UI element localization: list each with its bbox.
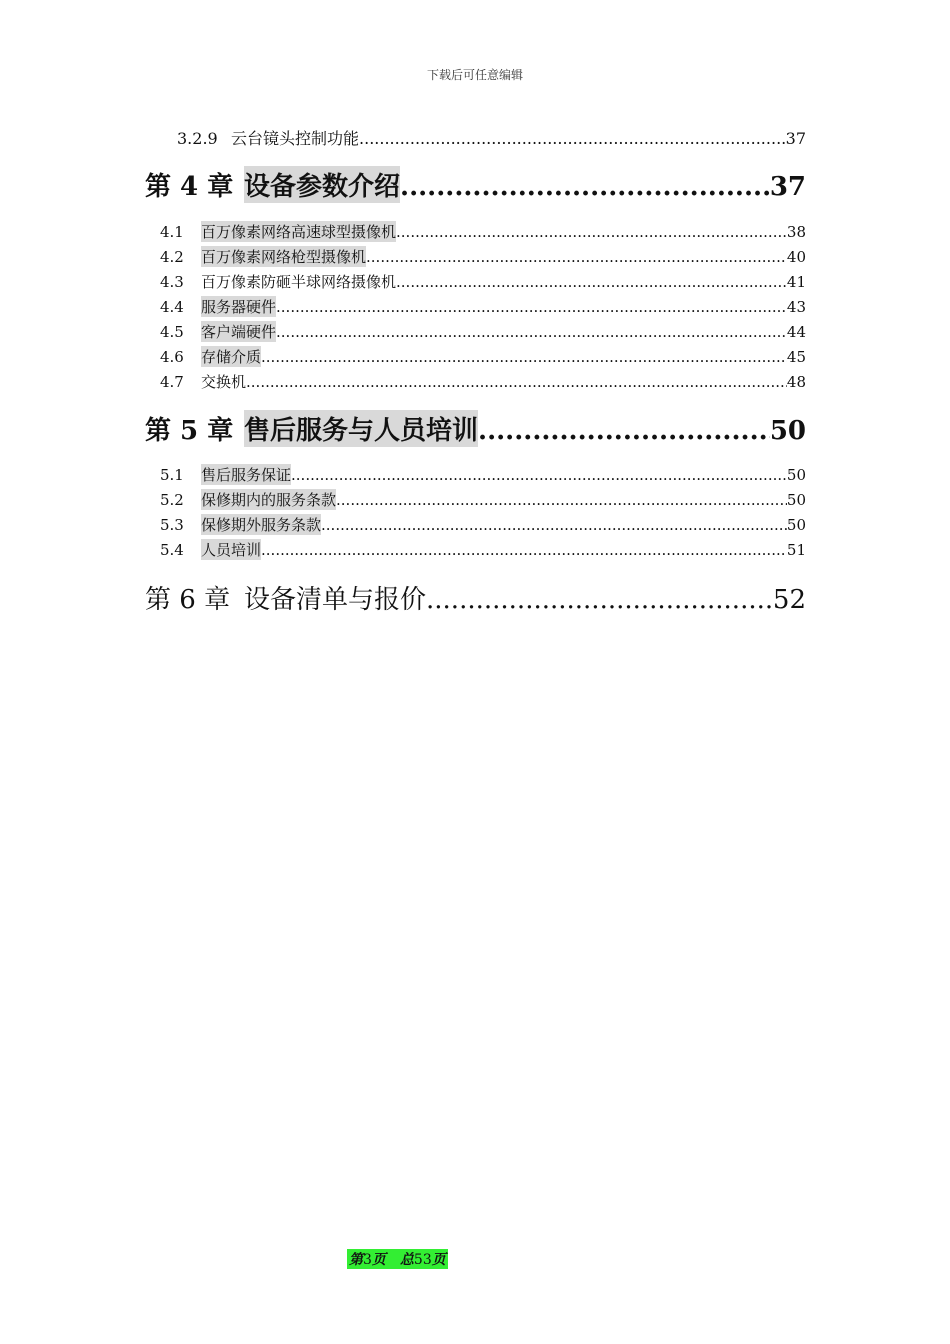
toc-dot-leader <box>359 129 786 148</box>
toc-entry-title: 存储介质 <box>201 348 262 366</box>
toc-chapter-page: 52 <box>772 585 806 615</box>
toc-chapter-title: 售后服务与人员培训 <box>244 410 478 447</box>
toc-entry-4-7[interactable] <box>145 371 806 392</box>
toc-dot-leader <box>426 585 773 615</box>
toc-chapter-number: 第 4 章 <box>145 172 234 202</box>
toc-entry-number: 5.2 <box>160 491 184 509</box>
toc-entry-number: 4.2 <box>160 248 184 266</box>
toc-chapter-5[interactable] <box>145 410 806 447</box>
toc-chapter-page: 50 <box>769 416 806 446</box>
toc-entry-page: 43 <box>786 298 806 316</box>
toc-entry-title: 保修期内的服务条款 <box>201 491 337 509</box>
toc-dot-leader <box>261 541 787 559</box>
toc-chapter-number: 第 6 章 <box>145 585 231 615</box>
toc-dot-leader <box>291 466 787 484</box>
toc-dot-leader <box>400 172 770 202</box>
toc-entry-page: 40 <box>786 248 806 266</box>
toc-entry-number: 5.3 <box>160 516 184 534</box>
toc-dot-leader <box>276 298 787 316</box>
toc-dot-leader <box>478 416 770 446</box>
toc-dot-leader <box>396 273 787 291</box>
toc-entry-page: 45 <box>786 348 806 366</box>
toc-entry-title: 保修期外服务条款 <box>201 516 322 534</box>
toc-entry-title: 百万像素网络高速球型摄像机 <box>201 223 397 241</box>
toc-entry-4-6[interactable] <box>145 346 806 367</box>
toc-entry-page: 51 <box>786 541 806 559</box>
toc-entry-title: 人员培训 <box>201 541 262 559</box>
toc-entry-number: 4.1 <box>160 223 184 241</box>
toc-chapter-6[interactable] <box>145 579 806 616</box>
footer-total-pages: 53 <box>413 1252 432 1268</box>
toc-entry-page: 50 <box>786 466 806 484</box>
toc-dot-leader <box>276 323 787 341</box>
toc-entry-number: 4.6 <box>160 348 184 366</box>
toc-entry-4-3[interactable] <box>145 271 806 292</box>
toc-entry-page: 48 <box>786 373 806 391</box>
toc-entry-5-4[interactable] <box>145 539 806 560</box>
toc-entry-5-2[interactable] <box>145 489 806 510</box>
toc-chapter-page: 37 <box>769 172 806 202</box>
toc-dot-leader <box>246 373 787 391</box>
footer-mid: 页 总 <box>371 1252 414 1268</box>
toc-dot-leader <box>366 248 787 266</box>
toc-dot-leader <box>336 491 787 509</box>
toc-entry-number: 4.3 <box>160 273 184 291</box>
page-header-note: 下载后可任意编辑 <box>426 68 523 82</box>
toc-entry-4-5[interactable] <box>145 321 806 342</box>
footer-page-number: 3 <box>363 1252 372 1268</box>
toc-entry-3-2-9[interactable] <box>145 126 806 149</box>
toc-entry-5-3[interactable] <box>145 514 806 535</box>
toc-entry-page: 41 <box>786 273 806 291</box>
toc-dot-leader <box>321 516 787 534</box>
toc-entry-number: 4.7 <box>160 373 184 391</box>
toc-entry-page: 38 <box>786 223 806 241</box>
page-footer <box>347 1249 448 1269</box>
toc-chapter-title: 设备参数介绍 <box>244 166 400 203</box>
toc-dot-leader <box>261 348 787 366</box>
toc-entry-title: 交换机 <box>201 373 247 391</box>
toc-entry-page: 50 <box>786 491 806 509</box>
toc-entry-4-1[interactable] <box>145 221 806 242</box>
toc-entry-title: 客户端硬件 <box>201 323 277 341</box>
toc-dot-leader <box>396 223 787 241</box>
toc-entry-page: 37 <box>785 129 806 148</box>
toc-entry-number: 5.4 <box>160 541 184 559</box>
toc-entry-4-4[interactable] <box>145 296 806 317</box>
toc-entry-title: 百万像素网络枪型摄像机 <box>201 248 367 266</box>
toc-entry-number: 4.5 <box>160 323 184 341</box>
toc-entry-title: 售后服务保证 <box>201 466 292 484</box>
toc-entry-page: 44 <box>786 323 806 341</box>
toc-chapter-4[interactable] <box>145 166 806 203</box>
footer-suffix: 页 <box>431 1252 446 1268</box>
toc-entry-5-1[interactable] <box>145 464 806 485</box>
footer-prefix: 第 <box>349 1252 363 1268</box>
toc-entry-title: 百万像素防砸半球网络摄像机 <box>201 273 397 291</box>
toc-entry-title: 服务器硬件 <box>201 298 277 316</box>
toc-chapter-number: 第 5 章 <box>145 416 234 446</box>
toc-chapter-title: 设备清单与报价 <box>244 585 427 615</box>
toc-entry-title: 云台镜头控制功能 <box>231 129 360 148</box>
toc-entry-number: 3.2.9 <box>177 129 218 148</box>
toc-entry-page: 50 <box>786 516 806 534</box>
toc-entry-4-2[interactable] <box>145 246 806 267</box>
toc-entry-number: 5.1 <box>160 466 184 484</box>
toc-entry-number: 4.4 <box>160 298 184 316</box>
